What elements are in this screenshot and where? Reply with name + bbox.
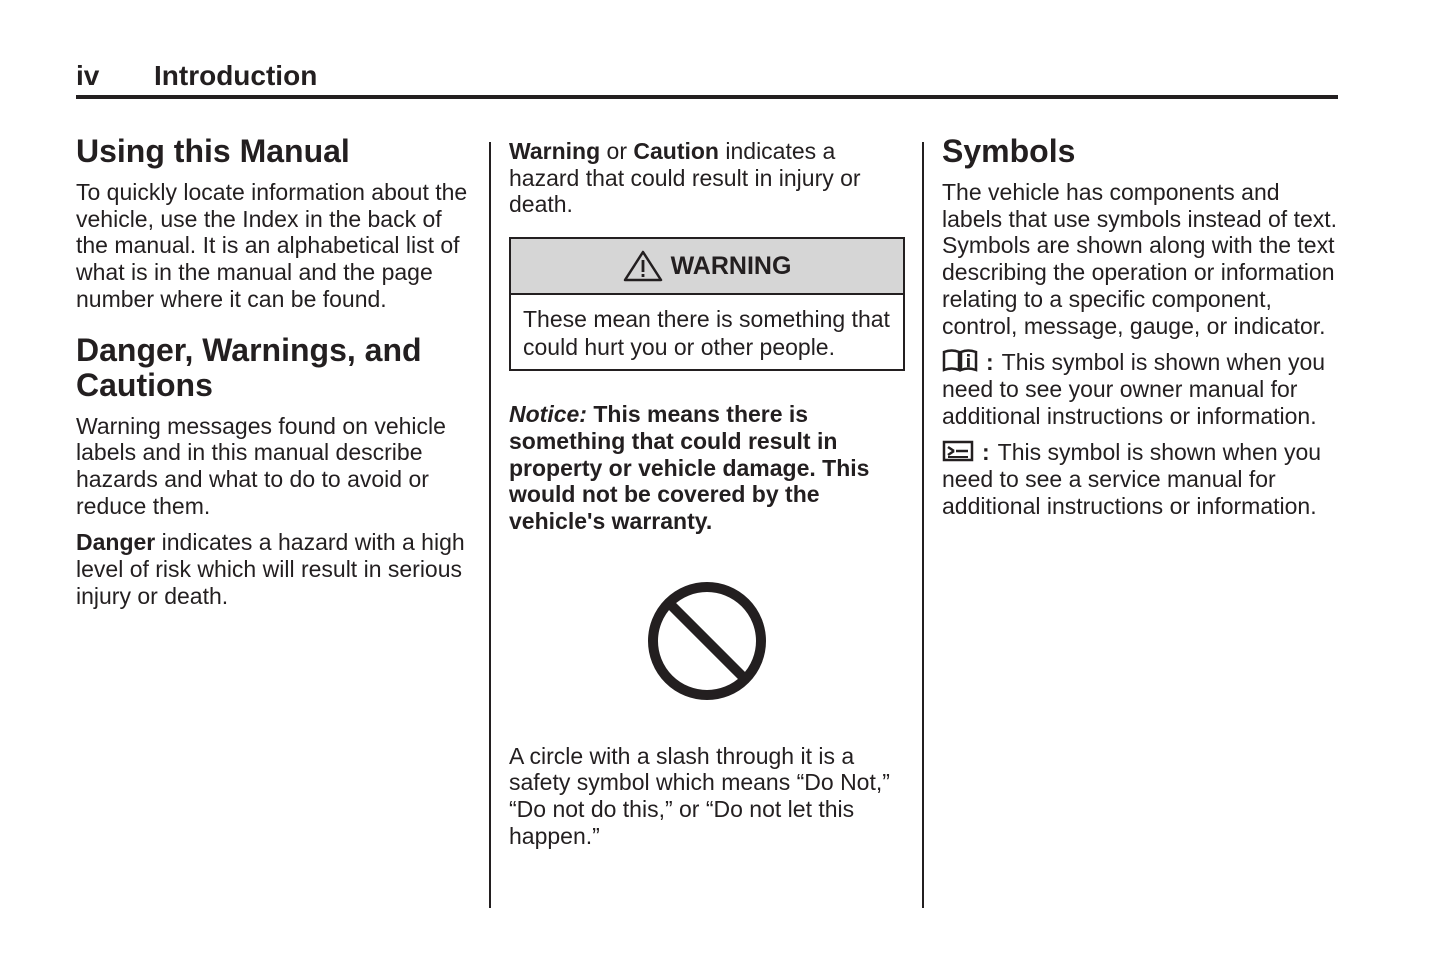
danger-definition-paragraph	[76, 529, 476, 609]
owner-manual-colon: :	[986, 349, 994, 376]
owner-manual-symbol-text: This symbol is shown when you need to see your owner manual for additional instructions or information.	[942, 349, 1326, 429]
section-heading-using-manual: Using this Manual	[76, 133, 350, 169]
column-3	[942, 134, 1342, 519]
symbols-paragraph: The vehicle has components and labels that use symbols instead of text. Symbols are shown along with the text describing the operation or information relating to a specific component, control, message, gauge, or indicator.	[942, 179, 1338, 339]
service-manual-colon: :	[982, 439, 990, 466]
caution-term: Caution	[633, 138, 719, 164]
warning-box-title: WARNING	[670, 251, 792, 280]
warning-box-header	[511, 239, 903, 295]
or-word: or	[600, 138, 634, 164]
using-manual-paragraph: To quickly locate information about the vehicle, use the Index in the back of the manual. It is an alphabetical list of what is in the manual and the page number where it can be found.	[76, 179, 468, 312]
warning-box	[509, 237, 905, 371]
page-header	[76, 60, 1338, 96]
danger-definition: indicates a hazard with a high level of risk which will result in serious injury or death.	[76, 529, 465, 609]
warning-caution-paragraph	[509, 138, 905, 218]
header-rule	[76, 95, 1338, 99]
notice-label: Notice:	[509, 401, 587, 428]
owner-manual-symbol-paragraph	[942, 349, 1342, 429]
warning-term: Warning	[509, 138, 601, 164]
column-divider	[489, 142, 491, 908]
column-divider	[922, 142, 924, 908]
danger-term: Danger	[76, 529, 156, 556]
notice-paragraph	[509, 401, 905, 535]
page-number: iv	[76, 60, 100, 91]
prohibition-sign-icon	[647, 581, 767, 701]
circle-slash-paragraph: A circle with a slash through it is a safety symbol which means “Do Not,” “Do not do this,” or “Do not let this happen.”	[509, 742, 890, 849]
service-manual-symbol-paragraph	[942, 439, 1342, 519]
warning-triangle-icon	[623, 250, 663, 282]
column-2	[509, 134, 905, 849]
owner-manual-book-icon	[942, 349, 978, 373]
service-manual-symbol-text: This symbol is shown when you need to see a service manual for additional instructions or information.	[942, 439, 1322, 519]
warning-caution-definition: indicates a hazard that could result in injury or death.	[509, 138, 861, 218]
chapter-title: Introduction	[154, 60, 318, 91]
column-1	[76, 134, 476, 609]
service-manual-icon	[942, 439, 974, 463]
danger-intro-paragraph: Warning messages found on vehicle labels and in this manual describe hazards and what to do to avoid or reduce them.	[76, 412, 446, 519]
warning-box-text: These mean there is something that could hurt you or other people.	[523, 306, 890, 361]
notice-text: This means there is something that could result in property or vehicle damage. This would not be covered by the vehicle's warranty.	[509, 401, 870, 534]
section-heading-symbols: Symbols	[942, 133, 1076, 169]
section-heading-danger: Danger, Warnings, and Cautions	[76, 331, 422, 403]
